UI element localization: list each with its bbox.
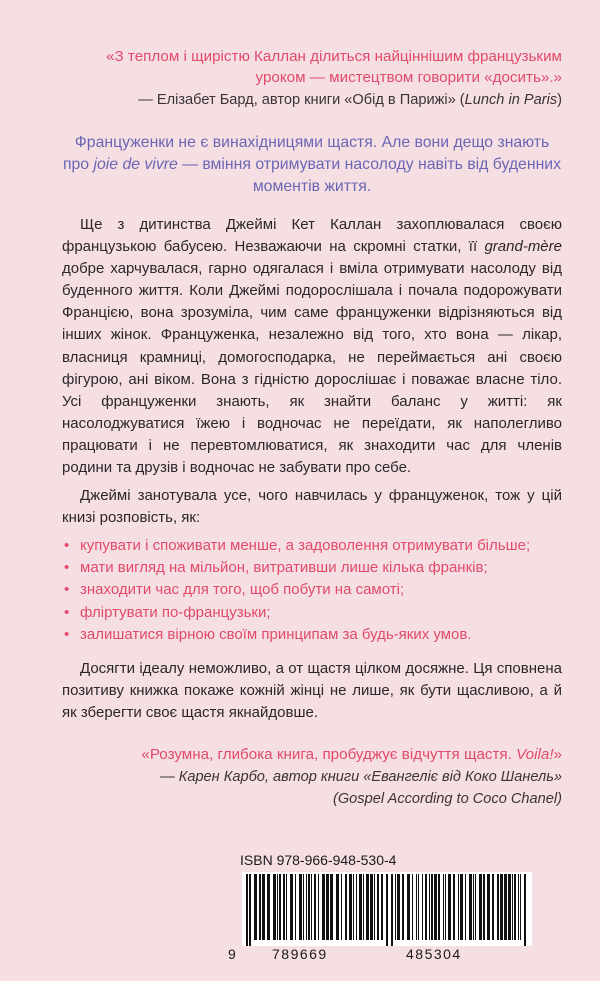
- isbn-barcode: [228, 852, 540, 972]
- top-review-quote: [62, 46, 562, 111]
- attr-original-title: Lunch in Paris: [464, 92, 558, 108]
- description-paragraph-1: [62, 214, 562, 479]
- list-item-text: фліртувати по-французьки;: [80, 603, 271, 621]
- quote-italic-word: Voila!: [516, 746, 554, 763]
- p1-part-a: Ще з дитинства Джеймі Кет Каллан захоплювалася своєю французькою бабусею. Незважаючи на скромні статки, її: [62, 216, 562, 256]
- closing-paragraph: [62, 658, 562, 724]
- list-item: [62, 557, 562, 579]
- attr-suffix: ): [557, 92, 562, 108]
- isbn-label: ISBN 978-966-948-530-4: [240, 852, 397, 868]
- barcode-left-group: 789669: [272, 946, 328, 962]
- top-quote-attribution: [62, 90, 562, 111]
- list-item-text: залишатися вірною своїм принципам за будь-яких умов.: [80, 625, 472, 643]
- barcode-icon: [228, 872, 540, 946]
- bottom-quote-attribution-1: — Карен Карбо, автор книги «Евангеліє від Коко Шанель»: [160, 769, 562, 785]
- attr-prefix: — Елізабет Бард, автор книги «Обід в Парижі» (: [138, 92, 465, 108]
- bullet-icon: •: [64, 603, 70, 621]
- list-item: [62, 535, 562, 557]
- bottom-quote-attribution-2: (Gospel According to Coco Chanel): [332, 791, 562, 807]
- description-paragraph-2: Джеймі занотувала усе, чого навчилась у француженок, тож у цій книзі розповість, як:: [62, 487, 562, 527]
- list-item: [62, 624, 562, 646]
- bullet-icon: •: [64, 537, 70, 554]
- list-item-text: мати вигляд на мільйон, витративши лише кілька франків;: [80, 559, 488, 577]
- barcode-right-group: 485304: [406, 946, 462, 962]
- intro-part1: Француженки не є винахідницями щастя. Але вони дещо знають про: [62, 134, 550, 173]
- quote-body: «Розумна, глибока книга, пробуджує відчуття щастя.: [141, 746, 517, 763]
- bottom-quote-text: [62, 744, 562, 766]
- quote-open-mark: «: [106, 48, 115, 65]
- quote-close-mark: »: [553, 746, 562, 763]
- benefits-list: [62, 535, 562, 646]
- quote-body: З теплом і щирістю Каллан ділиться найціннішим французьким уроком — мистецтвом говорити «досить».: [114, 48, 562, 86]
- bullet-icon: •: [64, 581, 70, 599]
- intro-tagline: [62, 132, 562, 198]
- list-item: [62, 602, 562, 624]
- top-quote-text: [62, 46, 562, 88]
- list-item: [62, 579, 562, 601]
- bottom-review-quote: [62, 744, 562, 810]
- bullet-icon: •: [64, 625, 70, 643]
- list-item-text: купувати і споживати менше, а задоволення отримувати більше;: [80, 537, 531, 554]
- description-body: [62, 214, 562, 529]
- barcode-first-digit: 9: [228, 946, 236, 962]
- list-item-text: знаходити час для того, щоб побути на самоті;: [80, 581, 405, 599]
- intro-part2: — вміння отримувати насолоду навіть від буденних моментів життя.: [177, 156, 562, 195]
- p1-part-b: добре харчувалася, гарно одягалася і вміла отримувати насолоду від буденного життя. Коли Джеймі подорослішала і почала подорожувати Францією, вона зрозуміла, чим саме француженки відрізняються від інших жінок. Француженка, незалежно від того, хто вона — лікар, власниця крамниці, домогосподарка, не переймається ані своєю фігурою, ані віком. Вона з гідністю дорослішає і поважає власне тіло. Усі француженки знають, як знайти баланс у житті: як насолоджуватися їжею і водночас не переїдати, як наполегливо працювати і не перевтомлюватися, як знаходити час для членів родини та друзів і водночас не забувати про себе.: [62, 260, 562, 477]
- quote-close-mark: »: [553, 69, 562, 86]
- closing-text: Досягти ідеалу неможливо, а от щастя цілком досяжне. Ця сповнена позитиву книжка покаже кожній жінці не лише, як бути щасливою, а й як зберегти своє щастя якнайдовше.: [62, 660, 562, 722]
- intro-italic-phrase: joie de vivre: [93, 156, 178, 173]
- bullet-icon: •: [64, 559, 70, 577]
- p1-italic-word: grand-mère: [484, 238, 562, 256]
